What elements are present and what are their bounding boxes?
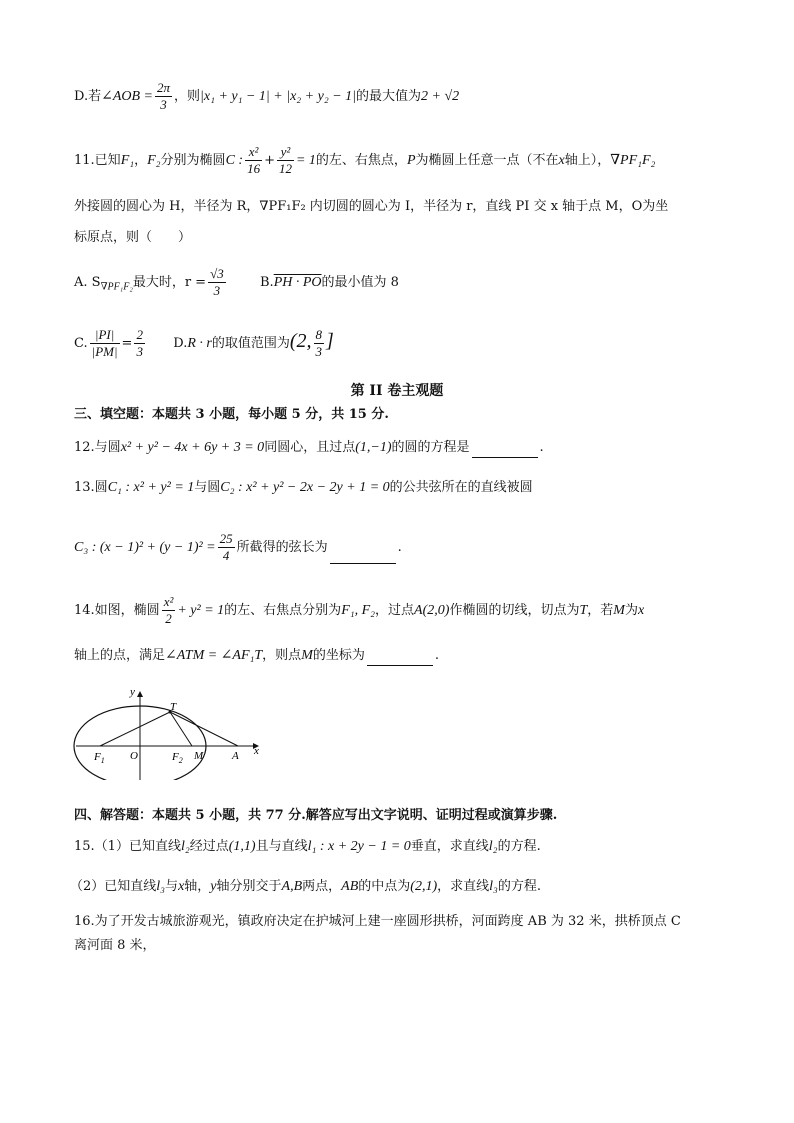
q14-text: ，若 — [587, 603, 614, 618]
q13-answer-blank — [330, 549, 396, 564]
q13-c1: C₁ : x² + y² = 1 — [107, 480, 195, 495]
q14-text: 为 — [624, 603, 638, 618]
q11-f1: F₁ — [120, 153, 135, 168]
q11-opt-c-eq: = — [121, 336, 133, 351]
q12-eq: x² + y² − 4x + 6y + 3 = 0 — [120, 440, 265, 455]
q14-text: 作椭圆的切线，切点为 — [449, 603, 580, 618]
q14-t: T — [579, 603, 588, 618]
q14-point-a: A(2,0) — [414, 603, 450, 618]
y-label: y — [130, 686, 135, 698]
q11-text: 11.已知 — [74, 153, 121, 168]
q15-part1 — [74, 837, 754, 857]
q15-l1: l₁ : x + 2y − 1 = 0 — [307, 839, 411, 854]
q11-p: P — [406, 153, 416, 168]
q11-f2: F₂ — [147, 153, 161, 168]
part2-title: 第 II 卷主观题 — [350, 383, 444, 399]
q15-text: 经过点 — [189, 839, 229, 854]
q13-text: 的公共弦所在的直线被圆 — [389, 480, 533, 495]
q13-c3: C₃ : (x − 1)² + (y − 1)² = — [74, 540, 216, 555]
section4-title: 四、解答题：本题共 5 小题，共 77 分.解答应写出文字说明、证明过程或演算步骤. — [74, 808, 558, 823]
q11-opt-d: D. — [173, 336, 188, 351]
q11-opt-c-frac2: $\frac{2}{3}$ — [136, 327, 143, 359]
q14-line2 — [74, 646, 754, 666]
q11-options-cd — [74, 327, 754, 360]
q15-text: 两点， — [302, 879, 342, 894]
q15-l2: l₂ — [180, 839, 190, 854]
q14-m: M — [301, 648, 313, 663]
ellipse-diagram — [70, 680, 270, 780]
q15-text: ，求直线 — [437, 879, 490, 894]
q11-comma: ， — [134, 153, 148, 168]
q11-opt-a-text: 最大时，r = — [132, 275, 207, 290]
q10d-expr: |x₁ + y₁ − 1| + |x₂ + y₂ − 1| — [200, 89, 356, 104]
q11-opt-a-frac: $\frac{√3}{3}$ — [210, 266, 224, 298]
q11-options-ab — [74, 266, 754, 299]
q11-text: 为椭圆上任意一点（不在 — [415, 153, 559, 168]
q15-text: 且与直线 — [255, 839, 308, 854]
q12 — [74, 438, 754, 458]
q11-opt-d-text: 的取值范围为 — [211, 336, 290, 351]
q15-text: 的中点为 — [358, 879, 411, 894]
q15-text: 的方程. — [497, 879, 542, 894]
q12-answer-blank — [472, 443, 538, 458]
q11-text: 的左、右焦点， — [315, 153, 407, 168]
q11-opt-a: A. S — [74, 275, 101, 290]
f2-label: $F_2$ — [172, 751, 183, 765]
q11-x: x — [558, 153, 565, 168]
q16-line1: 16.为了开发古城旅游观光，镇政府决定在护城河上建一座圆形拱桥，河面跨度 AB 为 32 米，拱桥顶点 C — [74, 914, 681, 929]
q11-opt-c: C. — [74, 336, 88, 351]
q14-eq: + y² = 1 — [177, 603, 225, 618]
q13-c2: C₂ : x² + y² − 2x − 2y + 1 = 0 — [220, 480, 390, 495]
q14-text: ，过点 — [375, 603, 415, 618]
q13-text: 所截得的弦长为 — [236, 540, 328, 555]
q14-m: M — [613, 603, 625, 618]
q15-text: 轴分别交于 — [216, 879, 282, 894]
q15-ab: A,B — [281, 879, 303, 894]
q14-end: . — [434, 648, 440, 663]
f1-label: $F_1$ — [94, 751, 105, 765]
q14-x: x — [637, 603, 645, 618]
q13-end: . — [397, 540, 402, 555]
q14-text: 14.如图，椭圆 — [74, 603, 160, 618]
q11-opt-d-range-close: ] — [326, 330, 334, 352]
q11-c: C : — [225, 153, 244, 168]
q14-text: ，则点 — [262, 648, 302, 663]
q13-frac: $\frac{25}{4}$ — [219, 531, 233, 563]
q15-l3: l₃ — [156, 879, 166, 894]
q14-text: 的左、右焦点分别为 — [224, 603, 342, 618]
q10d-suffix: 的最大值为 — [356, 89, 422, 104]
q11-opt-d-expr: R · r — [187, 336, 212, 351]
q15-ab2: AB — [341, 879, 359, 894]
q13-line1 — [74, 478, 754, 498]
q15-text: 轴， — [184, 879, 211, 894]
q11-text: 轴上）， — [564, 153, 611, 168]
x-label: x — [254, 745, 259, 757]
q15-l3: l₃ — [489, 879, 498, 894]
q12-text: 的圆的方程是 — [391, 440, 470, 455]
q11-eq: = 1 — [295, 153, 316, 168]
q10d-prefix: D.若 — [74, 89, 102, 104]
section3-title: 三、填空题：本题共 3 小题，每小题 5 分，共 15 分. — [74, 407, 389, 422]
q12-point: (1,−1) — [355, 440, 392, 455]
q14-figure — [70, 680, 270, 784]
q15-y: y — [210, 879, 217, 894]
q14-text: 轴上的点，满足 — [74, 648, 166, 663]
q10-option-d — [74, 80, 754, 113]
q10d-angle: ∠AOB = — [101, 89, 153, 104]
q11-opt-d-frac: $\frac{8}{3}$ — [315, 327, 323, 359]
q11-opt-c-frac: $\frac{|PI|}{|PM|}$ — [91, 327, 118, 359]
q11-frac1: $\frac{\text{x²}}{16}$ — [247, 144, 261, 176]
q14-answer-blank — [367, 651, 433, 666]
q12-text: 12.与圆 — [74, 440, 121, 455]
q13-text: 13.圆 — [74, 480, 108, 495]
q11-line3: 标原点，则（ ） — [74, 230, 192, 245]
q14-foci: F₁, F₂ — [341, 603, 376, 618]
a-label: A — [232, 750, 239, 762]
q14-line1 — [74, 594, 754, 627]
q11-plus: + — [264, 153, 275, 168]
q11-opt-b: B. — [260, 275, 274, 290]
q16-line2: 离河面 8 米， — [74, 938, 156, 953]
m-label: M — [194, 750, 204, 762]
line-f1-t — [100, 712, 170, 746]
q11-triangle: ∇PF₁F₂ — [610, 153, 656, 168]
q11-opt-a-sub: ∇PF₁F₂ — [100, 281, 133, 293]
q15-l2: l₂ — [488, 839, 498, 854]
q15-text: （2）已知直线 — [70, 879, 157, 894]
q11-frac2: $\frac{\text{y²}}{12}$ — [278, 144, 292, 176]
q10d-answer: 2 + √2 — [421, 89, 460, 104]
q15-midpoint: (2,1) — [410, 879, 438, 894]
q11-line2: 外接圆的圆心为 H，半径为 R，∇PF₁F₂ 内切圆的圆心为 I，半径为 r，直线 PI 交 x 轴于点 M，O为坐 — [74, 199, 669, 214]
tangent-line-ta — [170, 712, 238, 746]
t-label: T — [170, 701, 177, 713]
q13-line2 — [74, 531, 754, 564]
q12-text: 同圆心，且过点 — [264, 440, 356, 455]
q11-opt-b-text: 的最小值为 8 — [321, 275, 399, 290]
q10d-fraction: $\frac{2\pi}{3}$ — [157, 80, 171, 112]
q15-text: 与 — [165, 879, 179, 894]
q13-text: 与圆 — [194, 480, 221, 495]
q14-text: 的坐标为 — [312, 648, 365, 663]
q14-frac: $\frac{\text{x²}}{2}$ — [163, 594, 174, 626]
q11-opt-b-expr: PH · PO — [273, 275, 322, 290]
q15-text: 的方程. — [497, 839, 541, 854]
q15-text: 15.（1）已知直线 — [74, 839, 181, 854]
q15-text: 垂直，求直线 — [410, 839, 489, 854]
q11-line1 — [74, 144, 754, 177]
q15-point: (1,1) — [228, 839, 256, 854]
o-label: O — [130, 750, 138, 762]
q12-end: . — [539, 440, 544, 455]
q10d-mid: ，则 — [174, 89, 201, 104]
q15-part2 — [70, 877, 754, 897]
q14-angle: ∠ATM = ∠AF₁T — [165, 648, 263, 663]
q11-opt-d-range-open: (2, — [289, 330, 312, 352]
q11-text: 分别为椭圆 — [160, 153, 226, 168]
q15-x: x — [178, 879, 185, 894]
